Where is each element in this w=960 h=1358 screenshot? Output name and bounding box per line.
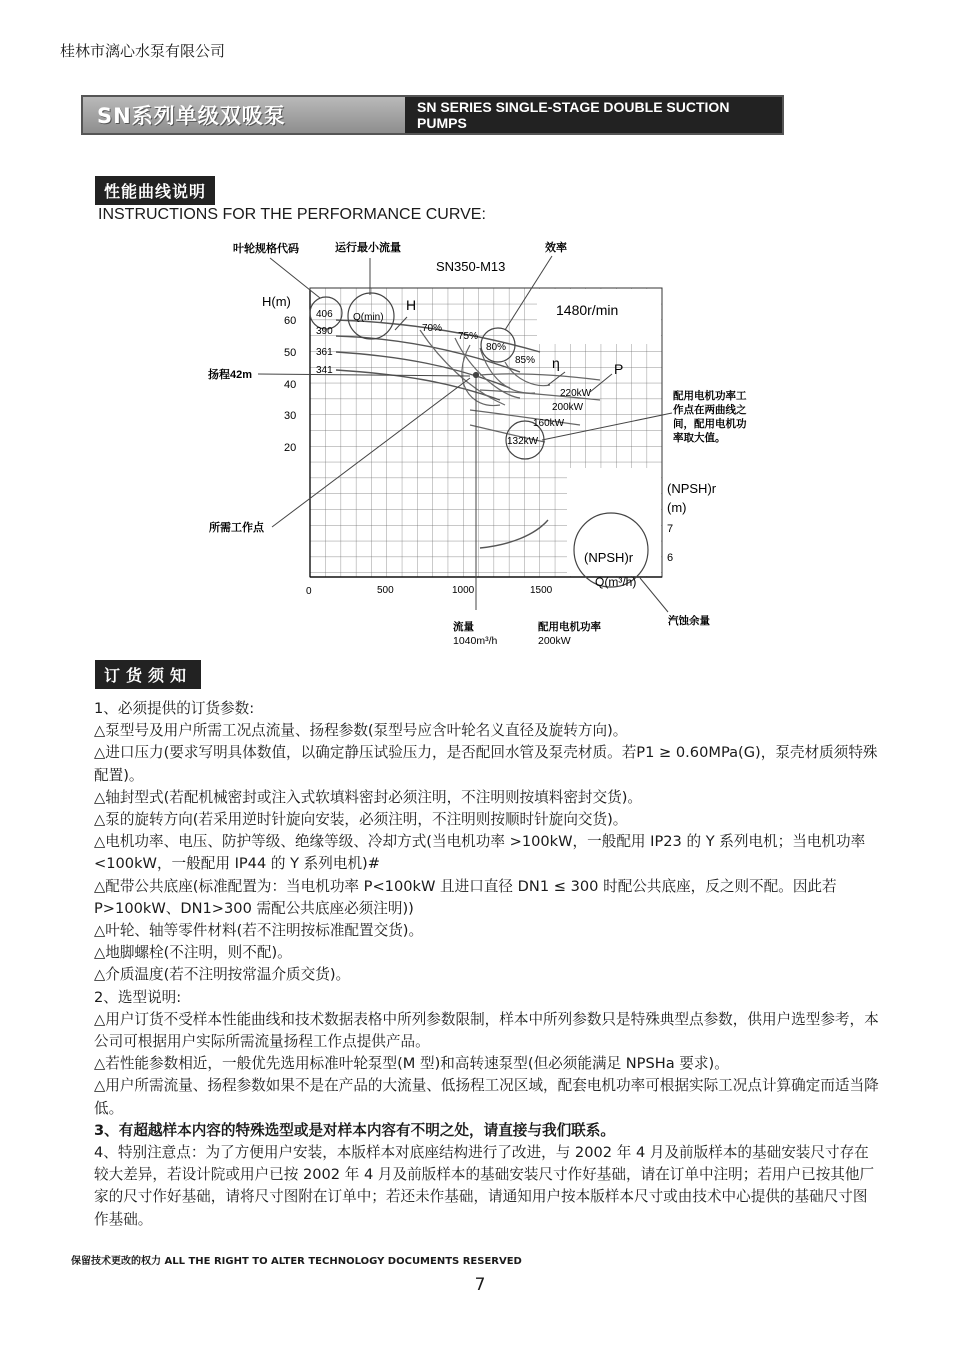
page-number: 7 (474, 1275, 486, 1295)
npsh-curve-label: (NPSH)r (584, 550, 634, 565)
annotation-efficiency: 效率 (545, 242, 567, 254)
note-paragraph: △配带公共底座(标准配置为：当电机功率 P<100kW 且进口直径 DN1 ≤ 300 时配公共底座，反之则不配。因此若P>100kW、DN1>300 需配公共底座必须注明)) (94, 877, 837, 917)
power-200: 200kW (552, 402, 584, 413)
section-heading-order: 订货须知 (95, 660, 201, 689)
note-paragraph: △用户所需流量、扬程参数如果不是在产品的大流量、低扬程工况区域，配套电机功率可根据实际工况点计算确定而适当降低。 (94, 1077, 879, 1117)
impeller-390: 390 (316, 326, 333, 337)
h-tick-20: 20 (284, 442, 297, 454)
x-tick-0: 0 (306, 586, 312, 597)
order-notes (94, 698, 879, 1231)
h-tick-40: 40 (284, 379, 297, 391)
annotation-impeller-code: 叶轮规格代码 (233, 243, 299, 255)
pump-model: SN350-M13 (436, 259, 506, 274)
h-tick-30: 30 (284, 410, 297, 422)
note-paragraph: △泵型号及用户所需工况点流量、扬程参数(泵型号应含叶轮名义直径及旋转方向)。 (94, 722, 628, 740)
impeller-341: 341 (316, 365, 333, 376)
h-tick-50: 50 (284, 347, 297, 359)
note-paragraph: △轴封型式(若配机械密封或注入式软填料密封必须注明，不注明则按填料密封交货)。 (94, 788, 642, 806)
eff-85: 85% (515, 355, 536, 366)
curve-h-label: H (406, 297, 417, 313)
annotation-cavitation: 汽蚀余量 (668, 615, 710, 627)
impeller-361: 361 (316, 347, 333, 358)
eff-70: 70% (422, 323, 443, 334)
annotation-power-label: 配用电机功率 (538, 621, 601, 633)
impeller-406: 406 (316, 309, 333, 320)
note-paragraph: △地脚螺栓(不注明，则不配)。 (94, 944, 292, 962)
company-name: 桂林市漓心水泵有限公司 (60, 42, 226, 60)
eff-80: 80% (486, 342, 507, 353)
annotation-motor-2: 作点在两曲线之 (673, 404, 747, 416)
x-tick-1000: 1000 (452, 585, 475, 596)
annotation-motor-3: 间，配用电机功 (673, 418, 747, 430)
h-tick-60: 60 (284, 315, 297, 327)
x-tick-500: 500 (377, 585, 394, 596)
note-paragraph: 4、特别注意点：为了方便用户安装，本版样本对底座结构进行了改进，与 2002 年 4 月及前版样本的基础安装尺寸存在较大差异，若设计院或用户已按 2002 年 4 月及前版样本的基础安装尺寸作好基础，请在订单中注明；若用户已按其他厂家的尺寸作好基础，请将尺寸图附在订单中；若还未作基础，请通知用户按本版样本尺寸或由技术中心提供的基础尺寸图作基础。 (94, 1144, 875, 1228)
npsh-axis-label: (NPSH)r (667, 481, 717, 496)
note-paragraph: △进口压力(要求写明具体数值，以确定静压试验压力，是否配回水管及泵壳材质。若P1 ≥ 0.60MPa(G)，泵壳材质须特殊配置)。 (94, 744, 878, 784)
annotation-flow-value: 1040m³/h (453, 635, 498, 647)
section-heading-curve: 性能曲线说明 (95, 176, 215, 205)
series-banner (81, 95, 784, 135)
speed-label: 1480r/min (556, 302, 619, 318)
npsh-tick-7: 7 (667, 523, 674, 535)
eff-75: 75% (458, 331, 479, 342)
power-160: 160kW (533, 418, 565, 429)
annotation-flow-label: 流量 (453, 621, 474, 633)
eta-label: η (552, 355, 560, 371)
power-132: 132kW (507, 436, 539, 447)
annotation-motor-1: 配用电机功率工 (673, 390, 747, 402)
power-220: 220kW (560, 388, 592, 399)
x-tick-1500: 1500 (530, 585, 553, 596)
note-paragraph: △若性能参数相近，一般优先选用标准叶轮泵型(M 型)和高转速泵型(但必须能满足 NPSHa 要求)。 (94, 1055, 729, 1073)
note-paragraph: △叶轮、轴等零件材料(若不注明按标准配置交货)。 (94, 922, 424, 940)
power-symbol: P (614, 361, 624, 377)
note-paragraph: △电机功率、电压、防护等级、绝缘等级、冷却方式(当电机功率 >100kW，一般配用 IP23 的 Y 系列电机；当电机功率 <100kW，一般配用 IP44 的 Y 系列电机)# (94, 833, 866, 873)
section-heading-curve-en: INSTRUCTIONS FOR THE PERFORMANCE CURVE: (98, 206, 486, 223)
annotation-work-point: 所需工作点 (209, 522, 264, 534)
annotation-min-flow: 运行最小流量 (335, 242, 401, 254)
note-paragraph-contact: 3、有超越样本内容的特殊选型或是对样本内容有不明之处，请直接与我们联系。 (94, 1121, 615, 1139)
note-paragraph: 2、选型说明: (94, 988, 182, 1006)
note-paragraph: △泵的旋转方向(若采用逆时针旋向安装，必须注明，不注明则按顺时针旋向交货)。 (94, 811, 628, 829)
note-paragraph: △介质温度(若不注明按常温介质交货)。 (94, 966, 351, 984)
q-axis-label: Q(m³/h) (595, 575, 637, 589)
banner-title-en: SN SERIES SINGLE-STAGE DOUBLE SUCTION PUMPS (405, 97, 782, 133)
annotation-head: 扬程42m (208, 369, 253, 381)
banner-title-cn: SN系列单级双吸泵 (83, 97, 405, 133)
note-paragraph: 1、必须提供的订货参数: (94, 700, 255, 717)
h-axis-label: H(m) (262, 294, 291, 309)
footer-rights: 保留技术更改的权力 ALL THE RIGHT TO ALTER TECHNOLOGY DOCUMENTS RESERVED (71, 1256, 522, 1267)
qmin-label: Q(min) (353, 312, 384, 323)
npsh-axis-unit: (m) (667, 500, 687, 515)
annotation-motor-4: 率取大值。 (673, 432, 726, 444)
performance-curve-diagram (0, 230, 960, 660)
annotation-power-value: 200kW (538, 635, 571, 647)
npsh-tick-6: 6 (667, 552, 674, 564)
note-paragraph: △用户订货不受样本性能曲线和技术数据表格中所列参数限制，样本中所列参数只是特殊典型点参数，供用户选型参考，本公司可根据用户实际所需流量扬程工作点提供产品。 (94, 1010, 879, 1051)
